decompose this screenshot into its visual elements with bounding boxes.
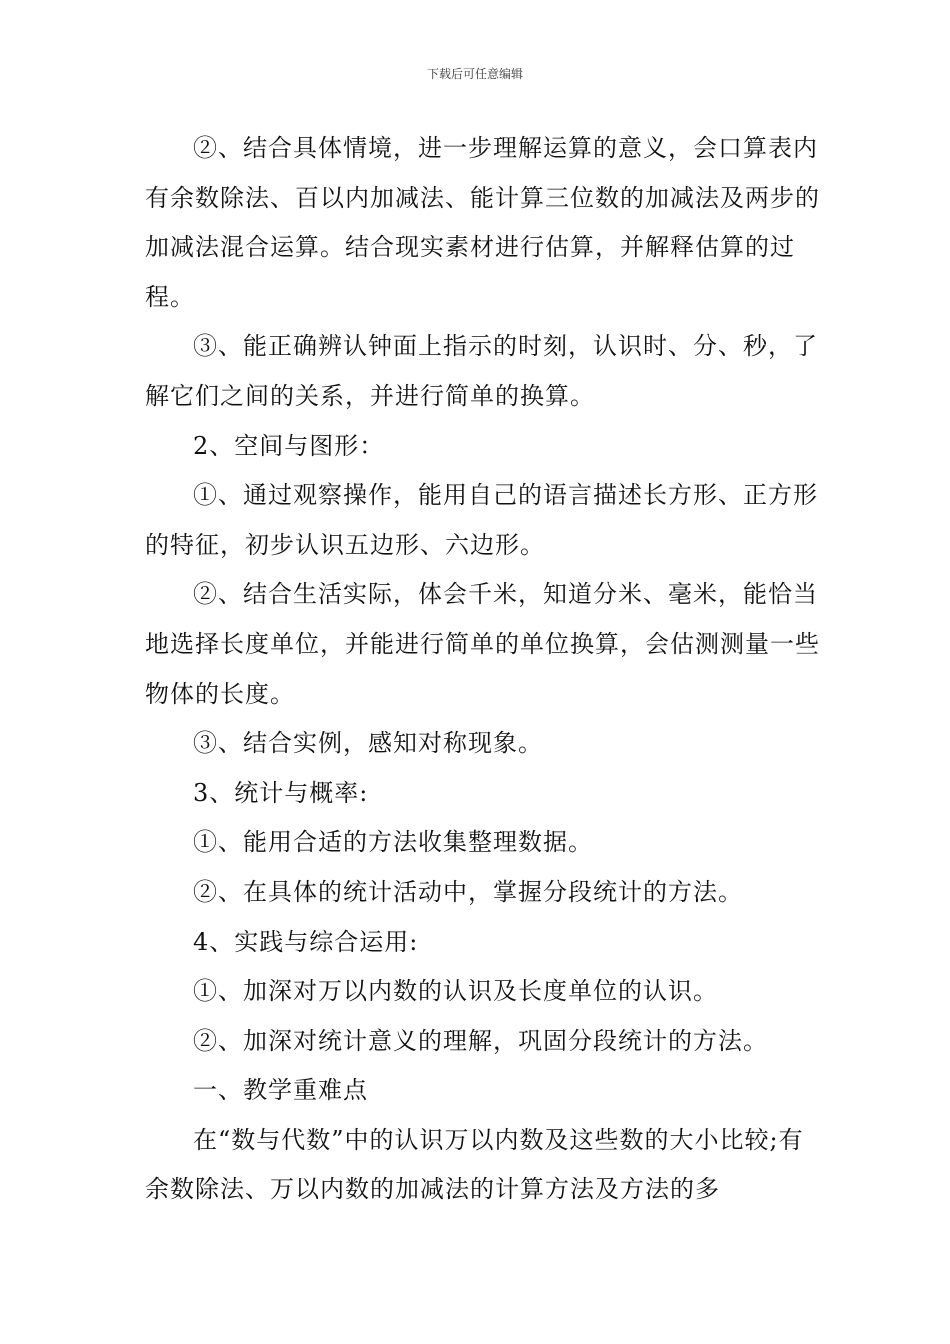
document-body bbox=[145, 124, 825, 1215]
section-heading: 4、实践与综合运用: bbox=[193, 927, 419, 956]
paragraph: ①、加深对万以内数的认识及长度单位的认识。 bbox=[193, 977, 718, 1006]
page-header: 下载后可任意编辑 bbox=[426, 67, 523, 81]
paragraph: ②、在具体的统计活动中，掌握分段统计的方法。 bbox=[193, 877, 743, 906]
section-heading: 一、教学重难点 bbox=[193, 1076, 368, 1105]
paragraph: ②、加深对统计意义的理解，巩固分段统计的方法。 bbox=[193, 1026, 768, 1055]
paragraph: 在“数与代数”中的认识万以内数及这些数的大小比较;有余数除法、万以内数的加减法的计算方法及方法的多 bbox=[145, 1125, 804, 1204]
paragraph: ②、结合具体情境，进一步理解运算的意义，会口算表内有余数除法、百以内加减法、能计算三位数的加减法及两步的加减法混合运算。结合现实素材进行估算，并解释估算的过程。 bbox=[145, 134, 820, 311]
paragraph: ①、能用合适的方法收集整理数据。 bbox=[193, 828, 593, 857]
section-heading: 3、统计与概率: bbox=[193, 778, 369, 807]
paragraph: ③、能正确辨认钟面上指示的时刻，认识时、分、秒，了解它们之间的关系，并进行简单的换算。 bbox=[145, 332, 818, 410]
paragraph: ③、结合实例，感知对称现象。 bbox=[193, 729, 543, 758]
paragraph: ①、通过观察操作，能用自己的语言描述长方形、正方形的特征，初步认识五边形、六边形。 bbox=[145, 481, 818, 559]
paragraph: ②、结合生活实际，体会千米，知道分米、毫米，能恰当地选择长度单位，并能进行简单的单位换算，会估测测量一些物体的长度。 bbox=[145, 580, 820, 708]
section-heading: 2、空间与图形： bbox=[193, 431, 385, 460]
